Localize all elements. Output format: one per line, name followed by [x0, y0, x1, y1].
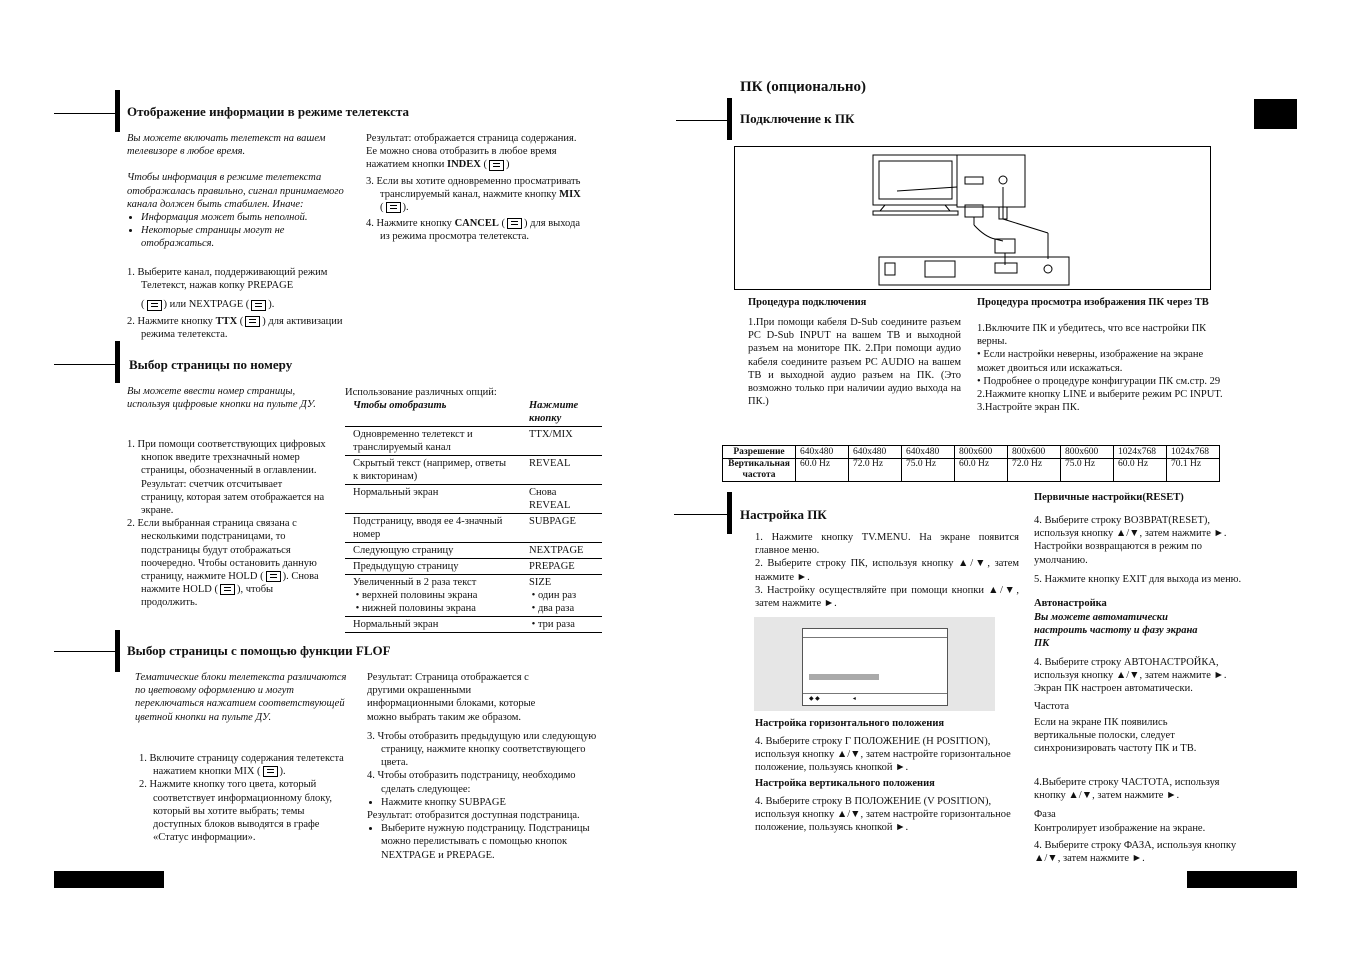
- proc1-text: 1.При помощи кабеля D-Sub соедините разъем PC D-Sub INPUT на вашем ТВ и выходной разъем на мониторе ПК. 2.При помощи аудио кабеля соедините разъем PC AUDIO на вашем ТВ и выходной аудио разъем на ПК. (Это возможно только при наличии аудио выхода на ПК.): [748, 317, 961, 408]
- auto-title: Автонастройка: [1034, 598, 1107, 609]
- phase-intro: Контролирует изображение на экране.: [1034, 823, 1206, 834]
- page-footer-bar-right: [1187, 871, 1297, 888]
- hpos-text: 4. Выберите строку Г ПОЛОЖЕНИЕ (H POSITION), используя кнопку ▲/▼, затем настройте горизонтальное положение, пользуясь кнопкой ►.: [755, 736, 1011, 774]
- table-row: Нормальный экран • три раза: [345, 617, 602, 633]
- table-row: Увеличенный в 2 раза текст • верхней половины экрана • нижней половины экрана SIZE • один раз • два раза: [345, 575, 602, 617]
- teletext-steps: 1. Выберите канал, поддерживающий режим Телетекст, нажав копку PREPAGE ( ) или NEXTPAGE ( ). 2. Нажмите кнопку TTX ( ) для активизации режима телетекста.: [127, 267, 343, 340]
- table-row: Скрытый текст (например, ответы к викторинам) REVEAL: [345, 456, 602, 485]
- teletext-intro: Вы можете включать телетекст на вашем телевизоре в любое время. Чтобы информация в режиме телетекста отображалась правильно, сигнал принимаемого канала должен быть стабилен. Иначе: • Информация может быть неполной. • Некоторые страницы могут не отображаться.: [127, 132, 352, 251]
- auto-intro: Вы можете автоматически настроить частоту и фазу экрана ПК: [1034, 612, 1198, 650]
- phase-text: 4. Выберите строку ФАЗА, используя кнопку ▲/▼, затем нажмите ►.: [1034, 840, 1237, 865]
- setup-title: Настройка ПК: [740, 507, 827, 522]
- connection-diagram: [734, 146, 1211, 290]
- pc-title: ПК (опционально): [740, 79, 866, 95]
- auto-text: 4. Выберите строку АВТОНАСТРОЙКА, используя кнопку ▲/▼, затем нажмите ►. Экран ПК настроен автоматически.: [1034, 657, 1227, 695]
- hold-icon: [266, 571, 281, 582]
- pageselect-steps: 1. При помощи соответствующих цифровых кнопок введите трехзначный номер страницы, обозначенный в оглавлении. Результат: счетчик отсчитывает страницу, которая затем отображается на экране. 2. Если выбранная страница связана с несколькими подстраницами, то подстраницы будут отображаться поочередно. Чтобы остановить данную страницу, нажмите HOLD ( ). Снова нажмите HOLD ( ), чтобы продолжить.: [127, 439, 326, 609]
- setup-steps: 1. Нажмите кнопку TV.MENU. На экране появится главное меню. 2. Выберите строку ПК, используя кнопку ▲/▼, затем нажмите ►. 3. Настройку осуществляйте при помощи кнопки ▲/▼, затем нажмите ►.: [755, 532, 1019, 610]
- resolution-table: Разрешение 640x480 640x480 640x480 800x600 800x600 800x600 1024x768 1024x768 Вертикальная частота 60.0 Hz 72.0 Hz 75.0 Hz 60.0 Hz 72.0 Hz 75.0 Hz 60.0 Hz 70.1 Hz: [722, 445, 1220, 482]
- freq-text: 4.Выберите строку ЧАСТОТА, используя кнопку ▲/▼, затем нажмите ►.: [1034, 777, 1220, 802]
- hold-icon-2: [220, 584, 235, 595]
- cancel-icon: [507, 218, 522, 229]
- table-row: Предыдущую страницу PREPAGE: [345, 559, 602, 575]
- freq-intro: Если на экране ПК появились вертикальные полоски, следует синхронизировать частоту ПК и ТВ.: [1034, 717, 1197, 755]
- connect-title: Подключение к ПК: [740, 111, 855, 126]
- reset-title: Первичные настройки(RESET): [1034, 492, 1184, 503]
- table-row: Нормальный экран Снова REVEAL: [345, 485, 602, 514]
- mix-icon: [386, 202, 401, 213]
- page-footer-bar-left: [54, 871, 164, 888]
- prepage-icon: [147, 300, 162, 311]
- options-label: Использование различных опций:: [345, 387, 497, 398]
- freq-title: Частота: [1034, 701, 1070, 712]
- vpos-text: 4. Выберите строку В ПОЛОЖЕНИЕ (V POSITION), используя кнопку ▲/▼, затем настройте горизонтальное положение, пользуясь кнопкой ►.: [755, 796, 1011, 834]
- teletext-title: Отображение информации в режиме телетекста: [127, 104, 409, 119]
- table-row: Следующую страницу NEXTPAGE: [345, 543, 602, 559]
- flof-steps: 1. Включите страницу содержания телетекста нажатием кнопки MIX ( ). 2. Нажмите кнопку того цвета, который соответствует информационному блоку, который вы хотите выбрать; темы доступных блоков выводятся в графе «Статус информации».: [139, 753, 344, 844]
- proc1-title: Процедура подключения: [748, 297, 867, 308]
- pageselect-title: Выбор страницы по номеру: [129, 357, 293, 372]
- vpos-title: Настройка вертикального положения: [755, 778, 935, 789]
- flof-title: Выбор страницы с помощью функции FLOF: [127, 643, 391, 658]
- teletext-right-col: Результат: отображается страница содержания. Ее можно снова отобразить в любое время нажатием кнопки INDEX ( ) 3. Если вы хотите одновременно просматривать транслируемый канал, нажмите кнопку MIX ( ). 4. Нажмите кнопку CANCEL ( ) для выхода из режима просмотра телетекста.: [366, 133, 581, 243]
- mix-icon-2: [263, 766, 278, 777]
- flof-intro: Тематические блоки телетекста различаются по цветовому оформлению и могут переключаться нажатием соответствующей цветной кнопки на пульте ДУ.: [135, 672, 347, 723]
- proc2-text: 1.Включите ПК и убедитесь, что все настройки ПК верны. • Если настройки неверны, изображение на экране может двоиться или искажаться. • Подробнее о процедуре конфигурации ПК см.стр. 29 2.Нажмите кнопку LINE и выберите режим PC INPUT. 3.Настройте экран ПК.: [977, 323, 1223, 414]
- ttx-icon: [245, 316, 260, 327]
- table-row: Подстраницу, вводя ее 4-значный номер SUBPAGE: [345, 514, 602, 543]
- nav-arrows-icon: ◆ ◆ ◂: [809, 696, 856, 702]
- pageselect-intro: Вы можете ввести номер страницы, используя цифровые кнопки на пульте ДУ.: [127, 386, 316, 411]
- menu-screenshot: [754, 617, 995, 711]
- options-table: Чтобы отобразить Нажмите кнопку Одновременно телетекст и транслируемый канал TTX/MIX Скрытый текст (например, ответы к викторинам) REVEAL Нормальный экран Снова REVEAL Подстраницу, вводя ее 4-значный номер SUBPAGE Следующую страницу NEXTPAGE Предыдущую страницу PREPAGE Увеличенный в 2 раза текст • верхней половины экрана • нижней половины экрана SIZE • один раз • два раза Нормальный экран • три раза: [345, 398, 602, 633]
- reset-text: 4. Выберите строку ВОЗВРАТ(RESET), используя кнопку ▲/▼, затем нажмите ►. Настройки возвращаются в режим по умолчанию. 5. Нажмите кнопку EXIT для выхода из меню.: [1034, 515, 1242, 585]
- phase-title: Фаза: [1034, 809, 1056, 820]
- table-row: Одновременно телетекст и транслируемый канал TTX/MIX: [345, 427, 602, 456]
- page-tab: [1254, 99, 1297, 129]
- nextpage-icon: [251, 300, 266, 311]
- index-icon: [489, 160, 504, 171]
- proc2-title: Процедура просмотра изображения ПК через ТВ: [977, 297, 1209, 308]
- flof-right-col: Результат: Страница отображается с другими окрашенными информационными блоками, которые можно выбрать таким же образом. 3. Чтобы отобразить предыдущую или следующую страницу, нажмите кнопку соответствующего цвета. 4. Чтобы отобразить подстраницу, необходимо сделать следующее: • Нажмите кнопку SUBPAGE Результат: отобразится доступная подстраница. • Выберите нужную подстраницу. Подстраницы можно перелистывать с помощью кнопок NEXTPAGE и PREPAGE.: [367, 671, 607, 862]
- hpos-title: Настройка горизонтального положения: [755, 718, 945, 729]
